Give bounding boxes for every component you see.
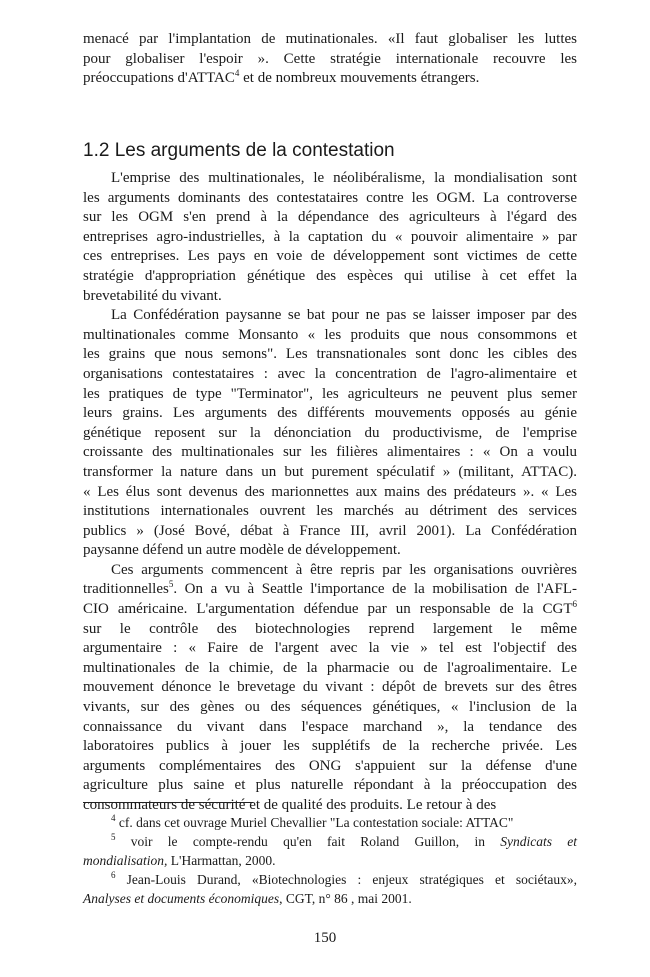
text-span: cf. dans cet ouvrage Muriel Chevallier "La contestation sociale: ATTAC" [115, 815, 514, 830]
paragraph [83, 169, 577, 306]
text-span: arguments complémentaires des ONG s'appuient sur la défense d'une [83, 757, 577, 774]
text-line [83, 483, 577, 503]
text-line [83, 50, 577, 70]
footnote [83, 832, 577, 870]
text-line [83, 228, 577, 248]
footnote-ref: 5 [111, 832, 116, 842]
text-line [83, 345, 577, 365]
text-line [83, 639, 577, 659]
text-line [83, 385, 577, 405]
text-span: ces entreprises. Les pays en voie de développement sont victimes de cette [83, 248, 577, 265]
text-span: L'Harmattan, 2000. [167, 853, 276, 868]
paragraph [83, 306, 577, 561]
text-span: . On a vu à Seattle l'importance de la mobilisation de l'AFL- [173, 581, 577, 598]
text-span: croissante des multinationales sur les filières alimentaires : « On a voulu [83, 444, 577, 461]
footnote-ref: 4 [111, 813, 116, 823]
text-line [83, 678, 577, 698]
text-span: publics » (José Bové, débat à France III, avril 2001). La Confédération [83, 522, 577, 539]
text-line [83, 561, 577, 581]
body-text [83, 169, 577, 816]
footnote-ref: 6 [572, 599, 577, 610]
text-line [83, 30, 577, 50]
text-line [83, 287, 577, 307]
text-span: entreprises agro-industrielles, à la captation du « pouvoir alimentaire » par [83, 228, 577, 245]
text-line [83, 541, 577, 561]
page-number: 150 [313, 930, 337, 946]
text-span: agriculture plus saine et plus naturelle répondant à la préoccupation des [83, 777, 577, 794]
text-span: les arguments dominants des contestataires contre les OGM. La controverse [83, 189, 577, 206]
section-heading: 1.2 Les arguments de la contestation [83, 140, 395, 161]
text-line [83, 267, 577, 287]
text-span: connaissance du vivant dans l'espace marchand », la tendance des [83, 718, 577, 735]
text-line [83, 424, 577, 444]
text-span: leurs grains. Les arguments des différents mouvements opposés au génie [83, 405, 577, 422]
intro-paragraph [83, 30, 577, 89]
text-span: La Confédération paysanne se bat pour ne pas se laisser imposer par des [111, 307, 577, 324]
text-line [83, 659, 577, 679]
footnote-ref: 4 [234, 68, 240, 79]
text-span: Jean-Louis Durand, «Biotechnologies : enjeux stratégiques et sociétaux», [115, 872, 577, 887]
text-line [83, 580, 577, 600]
text-span: consommateurs de sécurité et de qualité des produits. Le retour à des [83, 797, 497, 813]
text-span: et de nombreux mouvements étrangers. [239, 70, 480, 87]
paragraph [83, 561, 577, 816]
text-line [83, 522, 577, 542]
footnote-separator [83, 802, 253, 803]
text-span: Syndicats et [500, 834, 577, 849]
text-line [83, 208, 577, 228]
text-span: , CGT, n° 86 , mai 2001. [279, 891, 412, 906]
footnote [83, 870, 577, 908]
text-line [83, 832, 577, 851]
text-line [83, 69, 577, 89]
text-line [83, 326, 577, 346]
text-span: paysanne défend un autre modèle de développement. [83, 542, 401, 559]
text-line [83, 851, 577, 870]
text-line [83, 698, 577, 718]
text-span: les grains que nous semons". Les transnationales sont donc les cibles des [83, 346, 577, 363]
text-span: mondialisation, [83, 853, 168, 868]
text-line [83, 776, 577, 796]
text-span: pour globaliser l'espoir ». Cette stratégie internationale recouvre les [83, 50, 577, 67]
footnotes [83, 813, 577, 908]
text-span: CIO américaine. L'argumentation défendue par un responsable de la CGT [83, 601, 573, 618]
text-span: laboratoires publics à jouer les supplétifs de la recherche privée. Les [83, 738, 577, 755]
footnote [83, 813, 577, 832]
text-line [83, 889, 577, 908]
text-span: argumentaire : « Faire de l'argent avec la vie » tel est l'objectif des [83, 640, 577, 657]
text-line [83, 169, 577, 189]
text-span: mouvement dénonce le brevetage du vivant : dépôt de brevets sur des êtres [83, 679, 577, 696]
text-span: brevetabilité du vivant. [83, 287, 222, 304]
text-span: L'emprise des multinationales, le néolibéralisme, la mondialisation sont [111, 170, 577, 186]
text-span: multinationales comme Monsanto « les produits que nous consommons et [83, 326, 577, 343]
footnote-ref: 5 [168, 579, 174, 590]
text-span: Ces arguments commencent à être repris par les organisations ouvrières [111, 561, 577, 578]
text-span: Analyses et documents économiques [83, 891, 280, 906]
text-line [83, 365, 577, 385]
text-span: multinationales de la chimie, de la pharmacie ou de l'agroalimentaire. Le [83, 659, 577, 676]
text-line [83, 620, 577, 640]
text-span: préoccupations d'ATTAC [83, 70, 235, 87]
text-span: vivants, sur des gènes ou des séquences génétiques, « l'inclusion de la [83, 699, 577, 716]
text-line [83, 718, 577, 738]
text-line [83, 189, 577, 209]
text-line [83, 757, 577, 777]
text-line [83, 600, 577, 620]
text-span: menacé par l'implantation de mutinationales. «Il faut globaliser les luttes [83, 31, 577, 47]
text-span: institutions internationales ouvrent les marchés au détriment des services [83, 503, 577, 520]
text-span: sur le contrôle des biotechnologies reprend largement le même [83, 620, 577, 637]
text-line [83, 247, 577, 267]
text-span: stratégie d'appropriation génétique des espèces qui utilise à cet effet la [83, 267, 577, 284]
text-line [83, 463, 577, 483]
text-span: transformer la nature dans un but purement spéculatif » (militant, ATTAC). [83, 463, 577, 480]
text-span: sur les OGM s'en prend à la dépendance des agriculteurs à l'égard des [83, 209, 577, 226]
text-span: « Les élus sont devenus des marionnettes aux mains des prédateurs ». « Les [83, 483, 577, 500]
text-span: voir le compte-rendu qu'en fait Roland Guillon, in [115, 834, 501, 849]
text-span: organisations contestataires : avec la concentration de l'agro-alimentaire et [83, 365, 577, 382]
text-line [83, 737, 577, 757]
text-span: les pratiques de type "Terminator", les agriculteurs ne peuvent plus semer [83, 385, 577, 402]
text-line [83, 870, 577, 889]
text-span: traditionnelles [83, 581, 169, 598]
text-line [83, 404, 577, 424]
text-line [83, 813, 577, 832]
text-span: génétique reposent sur la dénonciation du productivisme, de l'emprise [83, 424, 577, 441]
text-line [83, 306, 577, 326]
text-line [83, 443, 577, 463]
text-line [83, 502, 577, 522]
footnote-ref: 6 [111, 870, 116, 880]
